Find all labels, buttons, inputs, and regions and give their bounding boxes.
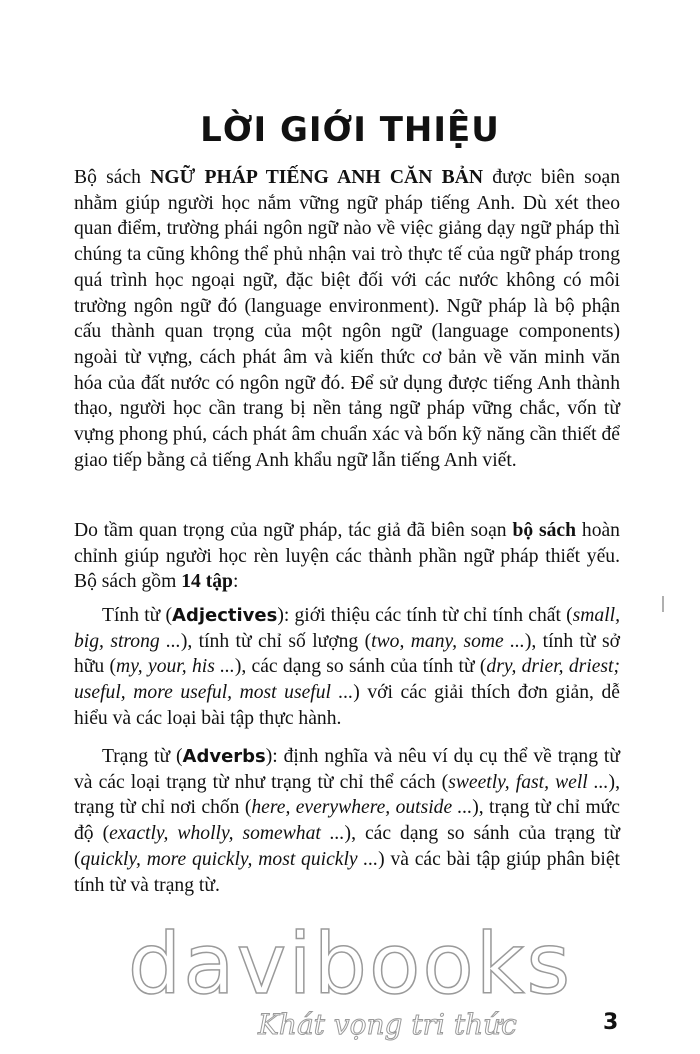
adv-example-1: sweetly, fast, well ... bbox=[448, 771, 609, 793]
adj-text-4: ), các dạng so sánh của tính từ ( bbox=[234, 656, 487, 678]
intro-paragraph-1 bbox=[74, 165, 620, 473]
scan-edge-mark bbox=[662, 596, 664, 612]
adj-text-3: ), tính từ sở hữu ( bbox=[74, 630, 621, 678]
adv-example-4: quickly, more quickly, most quickly ... bbox=[80, 848, 379, 870]
watermark-brand: davibooks bbox=[127, 915, 573, 1013]
adj-lead: Tính từ ( bbox=[102, 605, 173, 626]
intro2-bold-book-set: bộ sách bbox=[512, 520, 577, 541]
adj-term: Adjectives bbox=[172, 605, 278, 626]
adj-text-2: ), tính từ chỉ số lượng ( bbox=[180, 630, 372, 652]
adj-example-3: my, your, his ... bbox=[116, 656, 235, 678]
adv-text-3: ), trạng từ chỉ mức độ ( bbox=[74, 797, 620, 845]
adv-lead: Trạng từ ( bbox=[102, 746, 183, 767]
intro-paragraph-2 bbox=[74, 518, 620, 595]
intro-text-a: Bộ sách bbox=[74, 167, 151, 188]
intro2-text-a: Do tầm quan trọng của ngữ pháp, tác giả đã biên soạn bbox=[74, 520, 513, 541]
adj-text-1: ): giới thiệu các tính từ chỉ tính chất ( bbox=[277, 605, 573, 626]
intro-text-b: được biên soạn nhằm giúp người học nắm vững ngữ pháp tiếng Anh. Dù xét theo quan điểm, trường phái ngôn ngữ nào về việc giảng dạy ngữ pháp thì chúng ta cũng không thể phủ nhận vai trò thực tế của ngữ pháp trong quá trình học ngoại ngữ, đặc biệt đối với các nước không có môi trường ngôn ngữ đó (language environment). Ngữ pháp là bộ phận cấu thành quan trọng của một ngôn ngữ (language components) ngoài từ vựng, cách phát âm và kiến thức cơ bản về văn minh văn hóa của đất nước có ngôn ngữ đó. Để sử dụng được tiếng Anh thành thạo, người học cần trang bị nền tảng ngữ pháp vững chắc, vốn từ vựng phong phú, cách phát âm chuẩn xác và bốn kỹ năng cần thiết để giao tiếp bằng cả tiếng Anh khẩu ngữ lẫn tiếng Anh viết. bbox=[74, 167, 620, 471]
adv-text-5: ) và các bài tập giúp phân biệt tính từ và trạng từ. bbox=[74, 848, 620, 896]
adv-text-4: ), các dạng so sánh của trạng từ ( bbox=[74, 823, 620, 870]
adj-example-1: small, big, strong ... bbox=[74, 605, 620, 652]
adv-text-1: ): định nghĩa và nêu ví dụ cụ thể về trạng từ và các loại trạng từ như trạng từ chỉ thể cách ( bbox=[74, 746, 620, 793]
book-name: NGỮ PHÁP TIẾNG ANH CĂN BẢN bbox=[150, 167, 484, 188]
page-number: 3 bbox=[603, 1010, 619, 1035]
adverbs-paragraph bbox=[74, 744, 620, 898]
intro2-text-c: : bbox=[232, 571, 239, 593]
intro2-text-b: hoàn chỉnh giúp người học rèn luyện các thành phần ngữ pháp thiết yếu. Bộ sách gồm bbox=[74, 520, 620, 593]
adj-example-4: dry, drier, driest; useful, more useful, most useful ... bbox=[74, 656, 621, 704]
page-title: LỜI GIỚI THIỆU bbox=[200, 110, 500, 150]
adv-example-2: here, everywhere, outside ... bbox=[251, 797, 473, 819]
adj-text-5: ) với các giải thích đơn giản, dễ hiểu và các loại bài tập thực hành. bbox=[74, 682, 620, 729]
watermark-tagline: Khát vọng tri thức bbox=[258, 1008, 517, 1041]
intro2-bold-volume-count: 14 tập bbox=[181, 571, 233, 593]
adj-example-2: two, many, some ... bbox=[371, 630, 525, 652]
adjectives-paragraph bbox=[74, 603, 620, 732]
adv-term: Adverbs bbox=[182, 746, 266, 767]
adv-text-2: ), trạng từ chỉ nơi chốn ( bbox=[74, 771, 620, 819]
adv-example-3: exactly, wholly, somewhat ... bbox=[109, 823, 345, 845]
